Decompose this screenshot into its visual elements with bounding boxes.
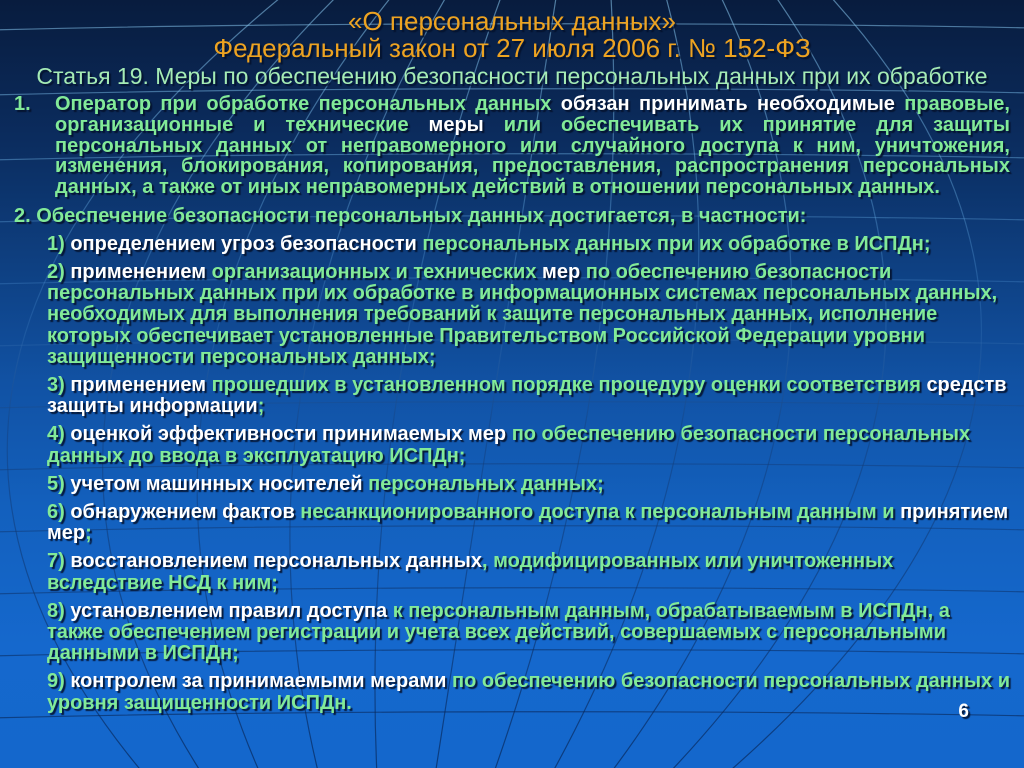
subclause-3: 3) применением прошедших в установленном порядке процедуру оценки соответствия средств защиты информации; — [47, 374, 1007, 418]
subclause-6: 6) обнаружением фактов несанкционированного доступа к персональным данным и принятием мер; — [47, 501, 1009, 545]
subclause-1: 1) определением угроз безопасности персональных данных при их обработке в ИСПДн; — [47, 232, 931, 255]
clause-1 — [14, 94, 1010, 198]
clause-1-text: Оператор при обработке персональных данных обязан принимать необходимые правовые, организационные и технические меры или обеспечивать их принятие для защиты персональных данных от неправомерного или случайного доступа к ним, уничтожения, изменения, блокирования, копирования, предоставления, распространения персональных данных, а также от иных неправомерных действий в отношении персональных данных. — [55, 93, 1011, 199]
subclause-5: 5) учетом машинных носителей персональных данных; — [47, 472, 604, 495]
subclause-8: 8) установлением правил доступа к персональным данным, обрабатываемым в ИСПДн, а также обеспечением регистрации и учета всех действий, совершаемых с персональными данными в ИСПДн; — [47, 599, 950, 665]
subclause-2: 2) применением организационных и технических мер по обеспечению безопасности персональных данных при их обработке в информационных системах персональных данных, необходимых для выполнения требований к защите персональных данных, исполнение которых обеспечивает установленные Правительством Российской Федерации уровни защищенности персональных данных; — [47, 260, 998, 368]
slide-title-line2: Федеральный закон от 27 июля 2006 г. № 152-ФЗ — [213, 33, 811, 63]
clause-2-heading: 2. Обеспечение безопасности персональных данных достигается, в частности: — [14, 204, 807, 227]
clause-1-number: 1. — [14, 93, 31, 115]
subclause-9: 9) контролем за принимаемыми мерами по обеспечению безопасности персональных данных и уровня защищенности ИСПДн. — [47, 670, 1011, 714]
subclause-7: 7) восстановлением персональных данных, модифицированных или уничтоженных вследствие НСД к ним; — [47, 550, 894, 594]
page-number: 6 — [958, 701, 969, 722]
subclause-4: 4) оценкой эффективности принимаемых мер по обеспечению безопасности персональных данных до ввода в эксплуатацию ИСПДн; — [47, 423, 971, 467]
slide-title-line1: «О персональных данных» — [348, 6, 676, 36]
article-heading: Статья 19. Меры по обеспечению безопасности персональных данных при их обработке — [36, 63, 988, 89]
